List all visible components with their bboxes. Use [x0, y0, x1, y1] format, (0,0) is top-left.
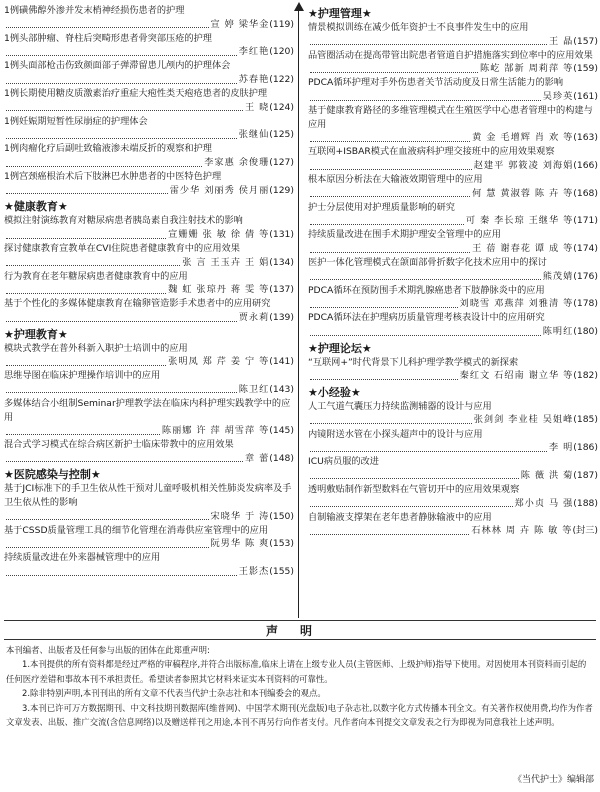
toc-entry-page: (180) — [573, 326, 598, 338]
toc-entry-meta — [308, 413, 598, 427]
toc-entry-meta — [308, 524, 598, 538]
section-heading: ★护理教育★ — [4, 327, 68, 341]
dot-leader — [6, 364, 166, 366]
toc-entry-page: (178) — [573, 298, 598, 310]
dot-leader — [6, 292, 166, 294]
toc-entry-page: (129) — [269, 184, 294, 196]
toc-entry-meta — [4, 510, 294, 524]
toc-entry-meta — [4, 156, 294, 170]
toc-entry[interactable] — [308, 284, 598, 311]
toc-entry-title: 1例头部肿瘤、脊柱后突畸形患者骨突部压疮的护理 — [4, 32, 212, 44]
toc-entry-page: (163) — [573, 132, 598, 144]
section-heading: ★医院感染与控制★ — [4, 468, 101, 482]
toc-entry-meta — [308, 131, 598, 145]
toc-entry-title: 混合式学习模式在综合病区新护士临床带教中的应用效果 — [4, 439, 234, 451]
toc-entry-meta — [4, 283, 294, 297]
toc-entry[interactable] — [308, 76, 598, 103]
toc-entry-meta — [4, 311, 294, 325]
toc-entry-authors: 石林林 周 卉 陈 敏 等 — [471, 525, 573, 537]
toc-entry-title: 持续质量改进在外来器械管理中的应用 — [4, 552, 161, 564]
toc-entry-page: (139) — [269, 311, 294, 323]
dot-leader — [310, 306, 458, 308]
dot-leader — [310, 195, 470, 197]
toc-entry-page: (134) — [269, 256, 294, 268]
toc-entry[interactable] — [308, 400, 598, 427]
notice-signature: 《当代护士》编辑部 — [512, 775, 594, 785]
toc-entry-title: 根本原因分析法在大输液效期管理中的应用 — [308, 174, 483, 186]
toc-entry[interactable] — [308, 483, 598, 510]
toc-entry-page: (176) — [573, 270, 598, 282]
dot-leader — [310, 99, 541, 101]
toc-entry-meta — [308, 187, 598, 201]
toc-entry-page: (122) — [269, 73, 294, 85]
dot-leader — [6, 26, 209, 28]
dot-leader — [310, 223, 464, 225]
toc-entry-page: (148) — [269, 452, 294, 464]
toc-entry[interactable] — [308, 49, 598, 76]
toc-entry-authors: 郑小贞 马 强 — [514, 497, 574, 509]
section-heading: ★护理论坛★ — [308, 341, 372, 355]
toc-entry-authors: 秦红文 石绍南 谢立华 等 — [459, 370, 574, 382]
toc-entry-meta — [4, 256, 294, 270]
toc-entry[interactable] — [308, 173, 598, 200]
toc-entry-meta — [308, 469, 598, 483]
dot-leader — [6, 264, 180, 266]
dot-leader — [6, 574, 237, 576]
toc-entry-title: 探讨健康教育宣教单在CVI住院患者健康教育中的应用效果 — [4, 243, 240, 254]
toc-entry-authors: 宋晓华 于 涛 — [210, 510, 270, 522]
dot-leader — [6, 54, 237, 56]
toc-entry-authors: 黄 金 毛增辉 肖 欢 等 — [472, 132, 574, 144]
dot-leader — [6, 460, 243, 462]
toc-entry-title: 品管圈活动在提高带管出院患者管道自护措施落实到位率中的应用效果 — [308, 49, 593, 61]
toc-entry[interactable] — [4, 482, 294, 523]
toc-entry[interactable] — [308, 455, 598, 482]
toc-entry-authors: 王 蓓 谢春花 谭 成 等 — [472, 243, 574, 254]
toc-entry-page: (168) — [573, 187, 598, 199]
toc-entry-page: (166) — [573, 159, 598, 171]
toc-entry-page: (187) — [573, 469, 598, 481]
notice-title-bar — [4, 620, 596, 640]
toc-entry-meta — [4, 101, 294, 115]
toc-entry-title: 1例头面部枪击伤致颜面部子弹滞留患儿颅内的护理体会 — [4, 60, 231, 72]
toc-entry-title: 持续质量改进在围手术期护理安全管理中的应用 — [308, 229, 501, 241]
toc-entry[interactable] — [4, 270, 294, 297]
notice-item: 2.除非特别声明,本刊刊出的所有文章不代表当代护士杂志社和本刊编委会的观点。 — [22, 688, 326, 699]
toc-entry[interactable] — [308, 311, 598, 338]
dot-leader — [6, 391, 237, 393]
dot-leader — [6, 518, 209, 520]
toc-entry-page: (141) — [269, 356, 294, 368]
toc-entry-title: 基于CSSD质量管理工具的细节化管理在消毒供应室管理中的应用 — [4, 524, 269, 536]
toc-entry-title: 透明敷贴制作新型数料在气管切开中的应用效果观察 — [308, 483, 520, 495]
toc-entry-page: (157) — [573, 35, 598, 47]
toc-entry-title: “互联网+”时代背景下儿科护理学教学模式的新探索 — [308, 356, 519, 368]
toc-entry-authors: 阮男华 陈 爽 — [210, 538, 270, 550]
dot-leader — [310, 450, 547, 452]
toc-entry-authors: 陈卫红 — [238, 383, 270, 395]
toc-entry-authors: 王影杰 — [238, 565, 270, 577]
toc-entry[interactable] — [308, 228, 598, 255]
toc-entry-meta — [4, 452, 294, 466]
toc-entry-authors: 吴珍英 — [542, 90, 574, 102]
left-column — [4, 4, 294, 579]
dot-leader — [6, 82, 237, 84]
toc-entry-page: (174) — [573, 243, 598, 254]
toc-entry-meta — [4, 355, 294, 369]
section-heading: ★小经验★ — [308, 385, 361, 399]
toc-entry[interactable] — [4, 115, 294, 142]
toc-entry-authors: 王 晶 — [548, 35, 574, 47]
toc-entry-meta — [4, 184, 294, 198]
toc-entry[interactable] — [4, 214, 294, 241]
dot-leader — [6, 433, 160, 435]
toc-entry-meta — [308, 62, 598, 76]
toc-entry[interactable] — [308, 511, 598, 538]
toc-entry-authors: 张剑剑 李业桂 吴姐峰 — [473, 414, 574, 426]
toc-entry-authors: 魏 虹 张琼丹 蒋 雯 等 — [168, 284, 270, 296]
toc-entry[interactable] — [308, 256, 598, 283]
toc-entry-page: (120) — [269, 46, 294, 58]
toc-entry-authors: 赵建平 郭筱凌 刘海娟 — [473, 159, 574, 171]
notice-item: 1.本刊提供的所有资料都是经过严格的审稿程序,并符合出版标准,临床上请在上级专业人员(主管医师、上级护师)指导下使用。对因使用本刊资料而引起的任何医疗差错和事故本刊不承担责任。希望读者参照其它材料来证实本刊资料的可靠性。 — [6, 659, 587, 684]
toc-entry[interactable] — [4, 524, 294, 551]
dot-leader — [310, 140, 470, 142]
dot-leader — [310, 43, 547, 45]
toc-entry[interactable] — [308, 104, 598, 145]
toc-entry-meta — [4, 383, 294, 397]
toc-entry-title: 基于个性化的多媒体健康教育在输卵管造影手术患者中的应用研究 — [4, 298, 271, 310]
toc-entry-page: (119) — [269, 18, 294, 30]
dot-leader — [310, 278, 541, 280]
toc-entry-authors: 宣姗姗 张 敏 徐 倩 等 — [168, 228, 270, 240]
toc-entry-page: (150) — [269, 510, 294, 522]
toc-entry-authors: 王 晓 — [244, 101, 270, 113]
toc-entry-authors: 何 慧 黄淑蓉 陈 卉 等 — [472, 187, 574, 199]
toc-entry-meta — [308, 270, 598, 284]
dot-leader — [6, 137, 237, 139]
toc-entry-page: (124) — [269, 101, 294, 113]
toc-entry-meta — [308, 35, 598, 49]
toc-entry-page: (182) — [573, 370, 598, 382]
toc-entry-meta — [308, 325, 598, 339]
dot-leader — [310, 378, 458, 380]
toc-entry-meta — [4, 537, 294, 551]
toc-entry-title: 1例宫颈癌根治术后下肢淋巴水肿患者的中医特色护理 — [4, 171, 222, 183]
toc-entry-authors: 刘晓雪 邓燕萍 刘雅清 等 — [459, 298, 574, 310]
toc-entry-title: 多媒体结合小组制Seminar护理教学法在临床内科护理实践教学中的应用 — [4, 397, 291, 423]
toc-entry-page: (155) — [269, 565, 294, 577]
toc-entry[interactable] — [308, 145, 598, 172]
dot-leader — [6, 165, 202, 167]
toc-entry[interactable] — [4, 32, 294, 59]
toc-entry-page: (186) — [573, 442, 598, 454]
toc-entry-meta — [308, 297, 598, 311]
toc-entry-page: (137) — [269, 284, 294, 296]
toc-entry-page: (153) — [269, 538, 294, 550]
toc-entry-authors: 李家惠 余俊珊 — [204, 157, 270, 169]
toc-entry[interactable] — [4, 438, 294, 465]
toc-entry-page: (封三) — [572, 525, 598, 537]
toc-entry-authors: 张明凤 郑 芹 姜 宁 等 — [168, 356, 270, 368]
toc-entry-authors: 李红艳 — [238, 46, 270, 58]
toc-entry-title: 模拟注射演练教育对糖尿病患者胰岛素自我注射技术的影响 — [4, 215, 243, 227]
dot-leader — [6, 109, 243, 111]
dot-leader — [310, 334, 541, 336]
dot-leader — [310, 168, 472, 170]
toc-entry[interactable] — [308, 428, 598, 455]
toc-entry-title: ICU病员服的改进 — [308, 456, 379, 468]
toc-entry-title: 1例肉瘤化疗后副吐致输液渗未端反折的观察和护理 — [4, 143, 212, 155]
toc-entry-page: (145) — [269, 425, 294, 437]
dot-leader — [6, 237, 166, 239]
toc-entry-meta — [308, 214, 598, 228]
toc-entry-page: (143) — [269, 383, 294, 395]
toc-entry-page: (125) — [269, 129, 294, 141]
column-divider — [298, 10, 299, 618]
toc-entry-meta — [308, 497, 598, 511]
toc-entry-authors: 张 言 王玉卉 王 娟 — [182, 256, 270, 268]
section-heading: ★护理管理★ — [308, 7, 372, 20]
toc-entry-meta — [4, 45, 294, 59]
dot-leader — [310, 422, 472, 424]
toc-entry[interactable] — [308, 356, 598, 383]
toc-entry-meta — [4, 18, 294, 32]
toc-entry-title: 思维导图在临床护理操作培训中的应用 — [4, 370, 161, 382]
notice-intro: 本刊编者、出版者及任何参与出版的团体在此郑重声明: — [6, 645, 210, 655]
notice-section — [0, 620, 600, 729]
toc-entry-authors: 熊茂婧 — [542, 270, 574, 282]
toc-entry[interactable] — [308, 201, 598, 228]
toc-entry-meta — [4, 73, 294, 87]
toc-entry-meta — [4, 424, 294, 438]
toc-entry[interactable] — [4, 342, 294, 369]
toc-entry[interactable] — [4, 4, 294, 31]
toc-entry-meta — [4, 228, 294, 242]
toc-entry-title: 基于健康教育路径的多维管理模式在生殖医学中心患者管理中的构建与应用 — [308, 105, 593, 130]
toc-entry-title: 护士分层使用对护理质量影响的研究 — [308, 201, 455, 213]
notice-title: 声明 — [265, 624, 334, 638]
toc-entry-authors: 陈丽娜 许 萍 胡雪萍 等 — [161, 425, 270, 437]
toc-entry-title: 内镜附送水管在小探头超声中的设计与应用 — [308, 428, 483, 440]
section-heading: ★健康教育★ — [4, 200, 68, 214]
toc-entry-meta — [4, 565, 294, 579]
notice-body — [6, 643, 594, 729]
toc-entry-authors: 陈屹 郜新 周莉萍 等 — [480, 63, 574, 75]
toc-entry-title: 互联网+ISBAR模式在血液病科护理交接班中的应用效果观察 — [308, 146, 555, 158]
right-column — [308, 4, 598, 538]
toc-entry-page: (127) — [269, 157, 294, 169]
toc-entry-authors: 可 秦 李长琼 王继华 等 — [465, 215, 574, 227]
toc-entry-authors: 陈明红 — [542, 326, 574, 338]
toc-entry[interactable] — [4, 369, 294, 396]
toc-entry-title: 1例长期使用糖皮质激素治疗重症大疱性类天疱疮患者的皮肤护理 — [4, 88, 268, 100]
dot-leader — [310, 71, 478, 73]
toc-entry-title: 基于JCI标准下的手卫生依从性干预对儿童呼吸机相关性肺炎发病率及手卫生依从性的影响 — [4, 483, 292, 508]
toc-entry[interactable] — [308, 21, 598, 48]
toc-entry-title: 医护一体化管理模式在颌面部骨折数字化技术应用中的探讨 — [308, 257, 547, 269]
toc-entry-title: 行为教育在老年糖尿病患者健康教育中的应用 — [4, 270, 188, 282]
toc-entry-meta — [308, 369, 598, 383]
toc-entry-title: 情景模拟训练在减少低年资护士不良事件发生中的应用 — [308, 22, 529, 33]
toc-entry[interactable] — [4, 59, 294, 86]
dot-leader — [6, 192, 168, 194]
dot-leader — [6, 320, 237, 322]
toc-entry-title: 1例妊娠期短暂性尿崩症的护理体会 — [4, 115, 148, 127]
dot-leader — [6, 546, 209, 548]
toc-entry-authors: 张继仙 — [238, 129, 270, 141]
toc-entry-meta — [4, 128, 294, 142]
toc-entry-meta — [308, 242, 598, 256]
toc-entry-page: (159) — [573, 63, 598, 75]
toc-entry-title: 模块式教学在普外科新入职护士培训中的应用 — [4, 342, 188, 354]
toc-entry-title: 自制输液支撑架在老年患者静脉输液中的应用 — [308, 511, 492, 523]
toc-entry[interactable] — [4, 87, 294, 114]
toc-entry-title: PDCA循环护理对手外伤患者关节活动度及日常生活能力的影响 — [308, 77, 564, 89]
toc-entry[interactable] — [4, 297, 294, 324]
toc-entry-authors: 宣 婷 梁华金 — [210, 18, 270, 30]
toc-entry[interactable] — [4, 170, 294, 197]
toc-entry-page: (161) — [573, 90, 598, 102]
dot-leader — [310, 477, 519, 479]
toc-entry-meta — [308, 441, 598, 455]
toc-entry[interactable] — [4, 551, 294, 578]
toc-entry-title: PDCA循环在预防围手术期乳腺癌患者下肢静脉炎中的应用 — [308, 284, 545, 296]
toc-entry-meta — [308, 159, 598, 173]
toc-entry-page: (131) — [269, 228, 294, 240]
toc-entry-page: (185) — [573, 414, 598, 426]
toc-entry-page: (171) — [573, 215, 598, 227]
toc-entry-authors: 雷少华 刘丽秀 侯月丽 — [169, 184, 270, 196]
toc-entry-page: (188) — [573, 497, 598, 509]
dot-leader — [310, 533, 469, 535]
toc-entry-authors: 章 蕾 — [244, 452, 270, 464]
toc-entry-authors: 苏春艳 — [238, 73, 270, 85]
notice-item: 3.本刊已许可万方数据期刊、中文科技期刊数据库(维普网)、中国学术期刊(光盘版)电子杂志社,以数字化方式传播本刊全文。有关著作权使用费,均作为作者文章发表、出版、推广交流(含信息网络)以及赠送样刊之用途,本刊不再另行向作者支付。凡作者向本刊提交文章发表之行为即视为同意我社上述声明。 — [6, 702, 593, 728]
toc-entry-authors: 陈 薇 洪 菊 — [520, 469, 574, 481]
toc-entry-title: 人工气道气囊压力持续监测辅器的设计与应用 — [308, 400, 492, 412]
toc-entry-title: PDCA循环法在护理病历质量管理考核表设计中的应用研究 — [308, 312, 545, 324]
toc-entry-authors: 贾永莉 — [238, 311, 270, 323]
dot-leader — [310, 251, 470, 253]
toc-entry[interactable] — [4, 397, 294, 438]
toc-entry-meta — [308, 90, 598, 104]
toc-entry[interactable] — [4, 142, 294, 169]
toc-entry-title: 1例磺佛醇外渗并发末梢神经损伤患者的护理 — [4, 5, 185, 16]
dot-leader — [310, 505, 513, 507]
toc-entry[interactable] — [4, 242, 294, 269]
toc-entry-authors: 李 明 — [548, 442, 574, 454]
